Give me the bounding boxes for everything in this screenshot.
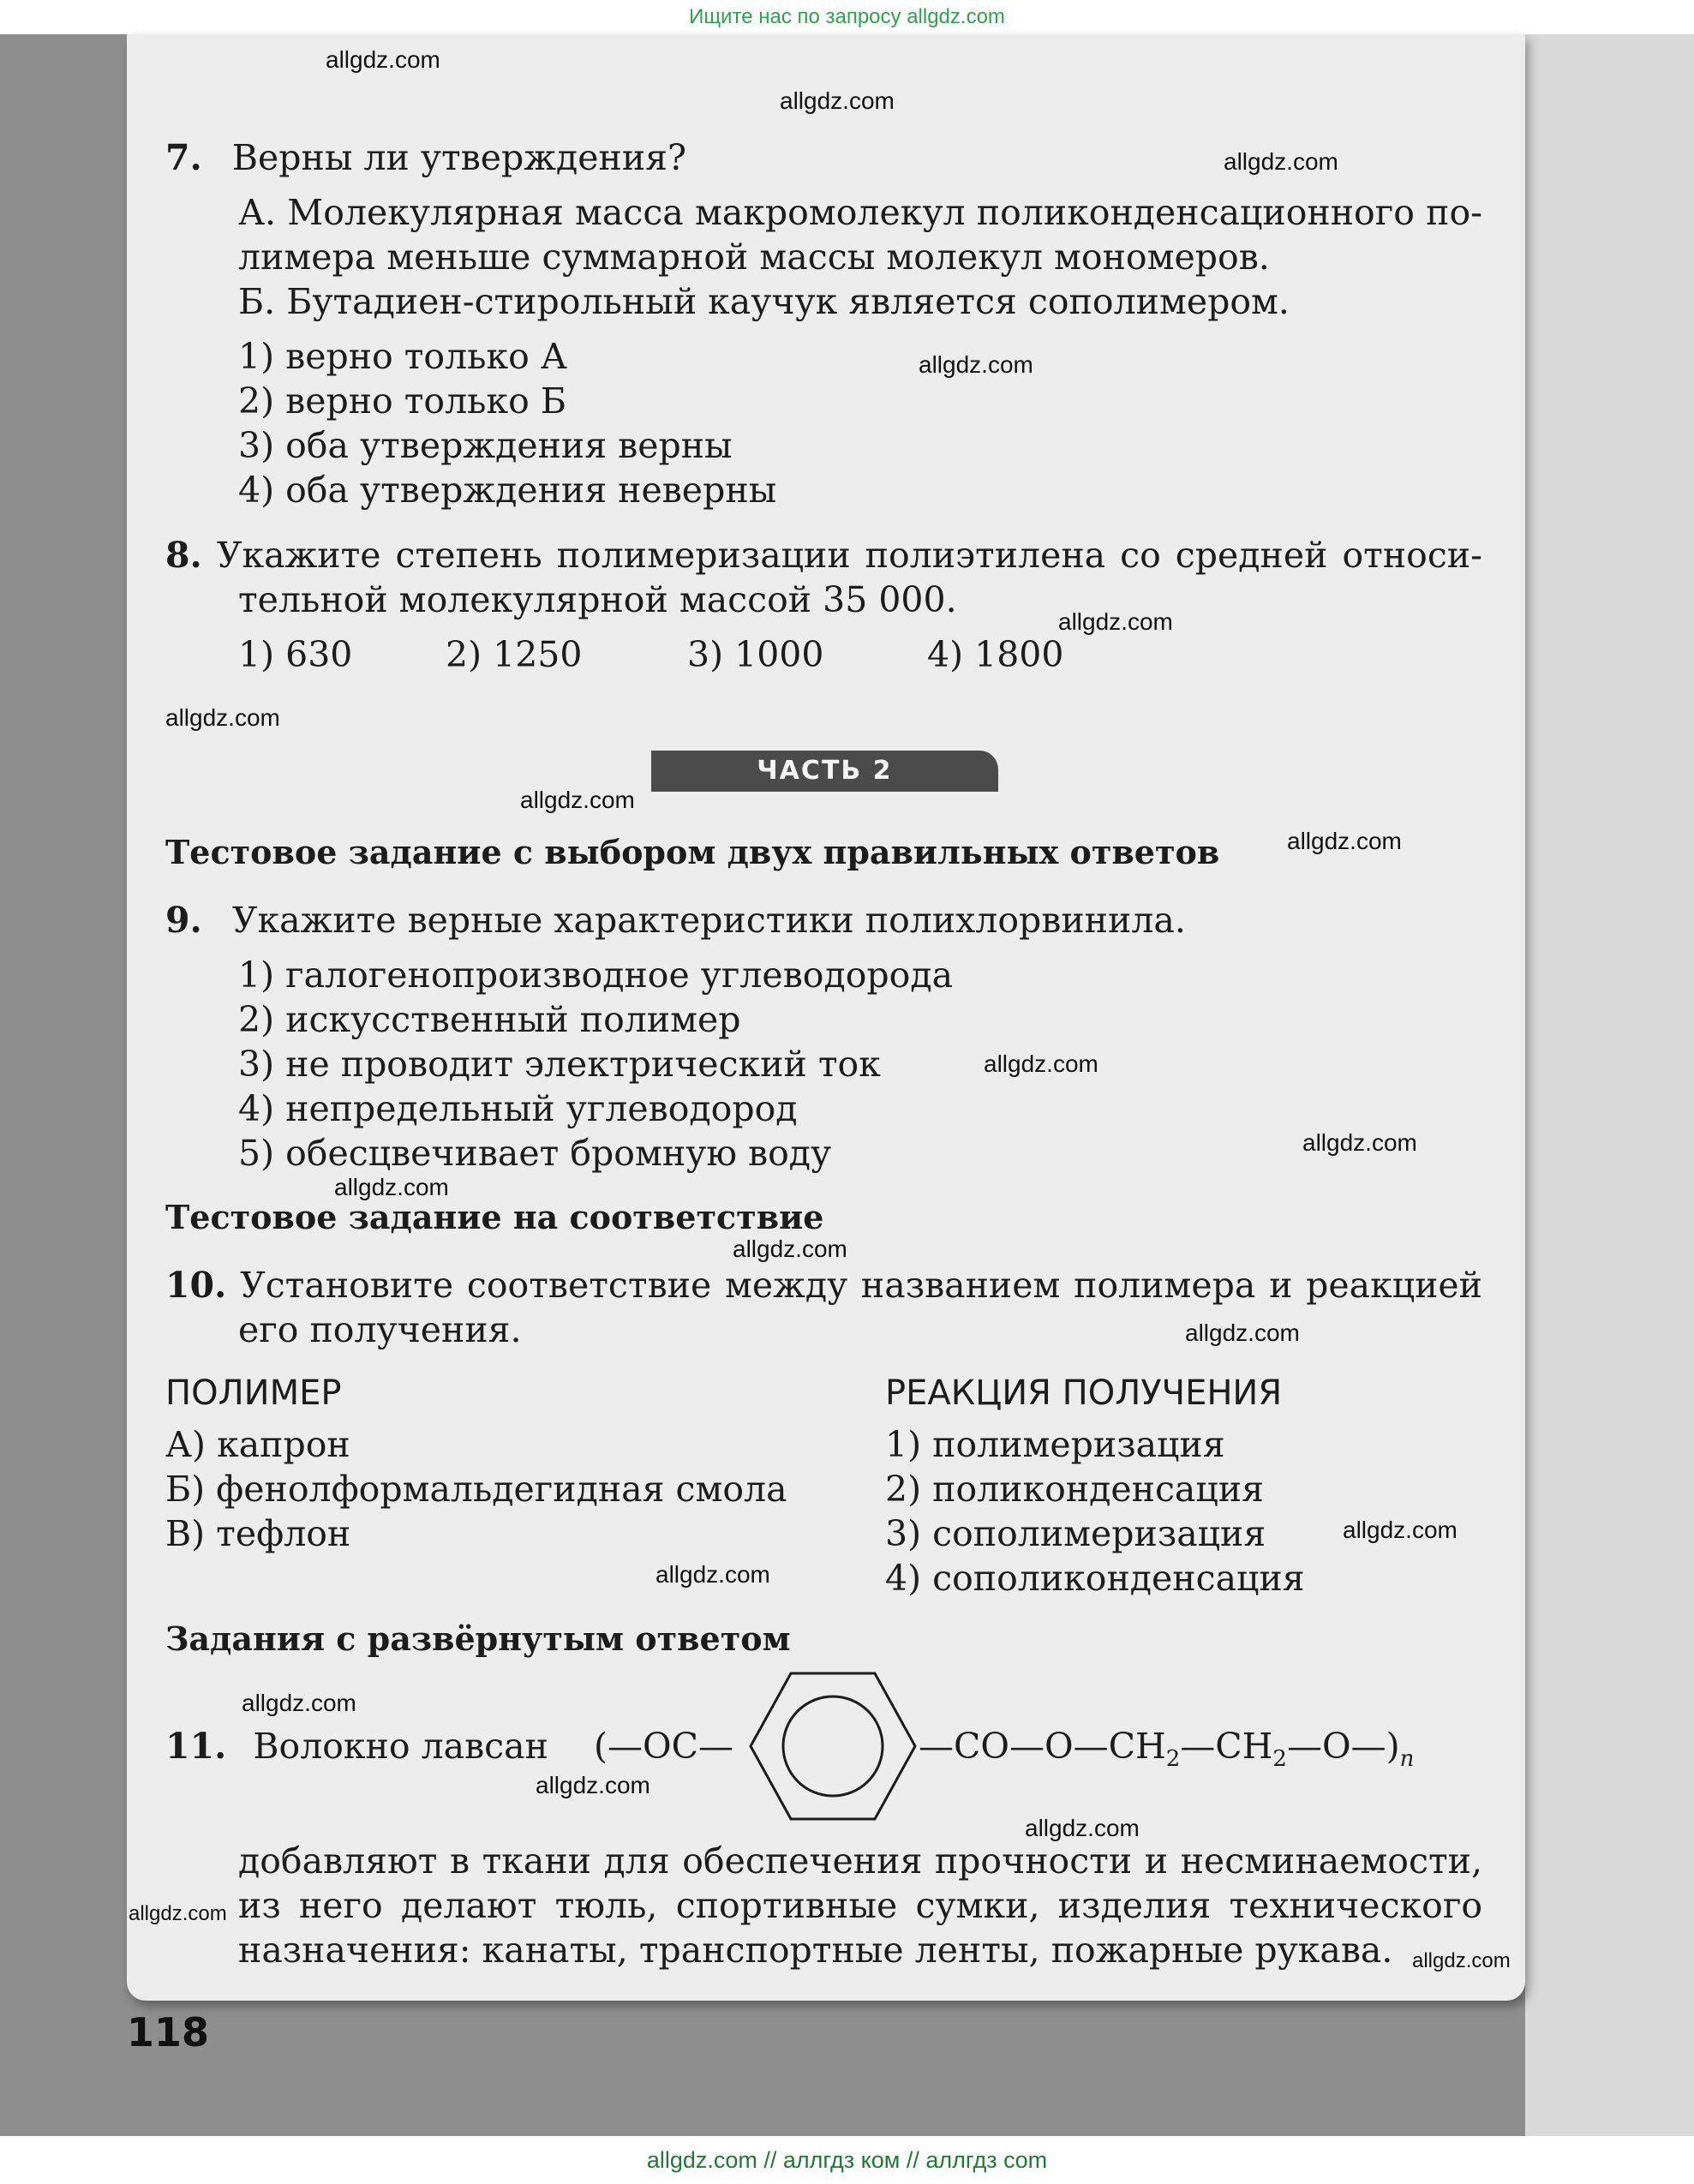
watermark: allgdz.com xyxy=(165,704,280,731)
q11-number: 11. xyxy=(165,1726,227,1767)
q10-left-item: В) тефлон xyxy=(165,1513,351,1554)
q8-option: 4) 1800 xyxy=(927,634,1064,675)
q10-left-header: ПОЛИМЕР xyxy=(165,1373,342,1413)
q10-right-header: РЕАКЦИЯ ПОЛУЧЕНИЯ xyxy=(885,1373,1283,1413)
q10-right-item: 3) сополимеризация xyxy=(885,1513,1266,1554)
q10-left-item: А) капрон xyxy=(165,1424,350,1465)
q8-question-line1 xyxy=(165,533,1482,577)
q11-body-line2: из него делают тюль, спортивные сумки, изделия технического xyxy=(238,1885,1482,1926)
watermark: allgdz.com xyxy=(733,1236,847,1262)
formula-segment: —O—) xyxy=(1286,1726,1400,1767)
q8-option: 3) 1000 xyxy=(687,634,824,675)
formula-subscript: 2 xyxy=(1272,1746,1287,1773)
watermark: allgdz.com xyxy=(1343,1517,1458,1543)
watermark: allgdz.com xyxy=(780,87,895,114)
watermark: allgdz.com xyxy=(1287,828,1402,854)
part-2-label: ЧАСТЬ 2 xyxy=(651,751,998,792)
q7-option: 3) оба утверждения верны xyxy=(238,425,733,466)
watermark: allgdz.com xyxy=(1185,1319,1300,1346)
q7-statement-a-line1: А. Молекулярная масса макромолекул поликонденсационного по- xyxy=(238,192,1482,233)
q10-right-item: 4) сополиконденсация xyxy=(885,1558,1305,1599)
q7-option: 2) верно только Б xyxy=(238,380,566,422)
q9-number: 9. xyxy=(165,900,202,941)
formula-segment: —CH xyxy=(1180,1726,1273,1767)
q7-statement-a-line2: лимера меньше суммарной массы молекул мономеров. xyxy=(238,236,1270,278)
q11-body-line3: назначения: канаты, транспортные ленты, пожарные рукава. xyxy=(238,1930,1393,1971)
q10-left-item: Б) фенолформальдегидная смола xyxy=(165,1469,787,1510)
watermark: allgdz.com xyxy=(984,1050,1098,1077)
q10-question-line1 xyxy=(165,1263,1482,1307)
watermark: allgdz.com xyxy=(919,351,1033,378)
bottom-banner[interactable]: allgdz.com // аллгдз ком // аллгдз com xyxy=(0,2136,1694,2184)
q8-option: 1) 630 xyxy=(238,634,353,675)
watermark: allgdz.com xyxy=(520,787,635,813)
section-heading-matching: Тестовое задание на соответствие xyxy=(165,1198,824,1236)
section-heading-two-answers: Тестовое задание с выбором двух правильных ответов xyxy=(165,833,1220,871)
q9-question xyxy=(165,898,1186,942)
q8-number: 8. xyxy=(165,535,202,576)
watermark: allgdz.com xyxy=(1058,608,1173,635)
q11-lead-text: Волокно лавсан xyxy=(253,1726,548,1767)
watermark: allgdz.com xyxy=(1412,1949,1511,1972)
q10-right-item: 2) поликонденсация xyxy=(885,1469,1264,1510)
q7-option: 1) верно только А xyxy=(238,336,567,377)
q11-body-line1: добавляют в ткани для обеспечения прочности и несминаемости, xyxy=(238,1840,1482,1882)
q9-option: 4) непредельный углеводород xyxy=(238,1088,798,1129)
watermark: allgdz.com xyxy=(536,1772,650,1798)
q10-text: Установите соответствие между названием полимера и реакцией xyxy=(240,1265,1482,1306)
q7-statement-b: Б. Бутадиен-стирольный каучук является сополимером. xyxy=(238,281,1290,322)
watermark: allgdz.com xyxy=(326,46,440,73)
facing-page-shadow xyxy=(1525,34,1694,2136)
q7-text: Верны ли утверждения? xyxy=(231,137,687,178)
q9-option: 2) искусственный полимер xyxy=(238,999,741,1040)
watermark: allgdz.com xyxy=(655,1561,770,1588)
q8-question-line2: тельной молекулярной массой 35 000. xyxy=(238,579,957,620)
q9-option: 1) галогенопроизводное углеводорода xyxy=(238,954,954,996)
q7-question xyxy=(165,135,686,180)
benzene-ring-icon xyxy=(749,1671,917,1822)
section-heading-extended: Задания с развёрнутым ответом xyxy=(165,1619,791,1658)
watermark: allgdz.com xyxy=(1302,1129,1417,1156)
formula-subscript: 2 xyxy=(1165,1746,1181,1773)
q10-right-item: 1) полимеризация xyxy=(885,1424,1225,1465)
q10-question-line2: его получения. xyxy=(238,1309,522,1350)
watermark: allgdz.com xyxy=(129,1902,227,1925)
watermark: allgdz.com xyxy=(334,1174,449,1200)
top-banner[interactable]: Ищите нас по запросу allgdz.com xyxy=(0,0,1694,34)
q9-option: 3) не проводит электрический ток xyxy=(238,1044,881,1085)
formula-subscript: n xyxy=(1399,1746,1415,1773)
q8-text: Укажите степень полимеризации полиэтилена со средней относи- xyxy=(216,535,1482,576)
formula-segment: —CO—O—CH xyxy=(919,1726,1166,1767)
q9-option: 5) обесцвечивает бромную воду xyxy=(238,1133,832,1174)
q10-number: 10. xyxy=(165,1265,227,1306)
watermark: allgdz.com xyxy=(1025,1815,1140,1841)
q7-option: 4) оба утверждения неверны xyxy=(238,470,777,511)
page-number: 118 xyxy=(127,2009,210,2055)
q11-lead xyxy=(165,1724,548,1768)
watermark: allgdz.com xyxy=(242,1690,356,1716)
q9-text: Укажите верные характеристики полихлорвинила. xyxy=(231,900,1186,941)
q7-number: 7. xyxy=(165,137,202,178)
q8-option: 2) 1250 xyxy=(446,634,583,675)
formula-right xyxy=(919,1724,1415,1773)
formula-left: (—OC— xyxy=(594,1726,733,1767)
watermark: allgdz.com xyxy=(1224,148,1338,175)
